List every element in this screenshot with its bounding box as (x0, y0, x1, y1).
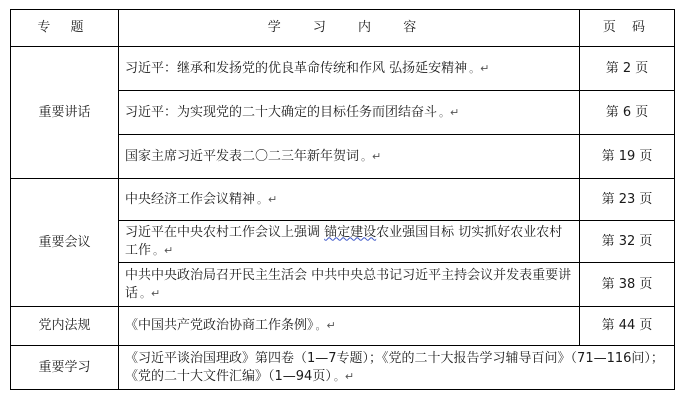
row-page: 第 32 页 (580, 221, 675, 263)
table-row: 习近平：为实现党的二十大确定的目标任务而团结奋斗 。↵ 第 6 页 (11, 91, 675, 135)
row-page: 第 38 页 (580, 263, 675, 307)
table-row: 重要学习 《习近平谈治国理政》第四卷（1—7专题）；《党的二十大报告学习辅导百问》（71—116问）；《党的二十大文件汇编》（1—94页） 。↵ (11, 346, 675, 390)
row-content-a: 习近平在中央农村工作会议上强调 (125, 224, 325, 240)
row-content: 习近平：继承和发扬党的优良革命传统和作风 弘扬延安精神 (125, 60, 468, 76)
row-content: 《中国共产党政治协商工作条例》 (125, 318, 314, 333)
header-page: 页 码 (580, 10, 675, 47)
category-meetings: 重要会议 (11, 179, 119, 307)
contents-table (10, 9, 675, 390)
row-page: 第 2 页 (580, 47, 675, 91)
category-study: 重要学习 (11, 346, 119, 390)
header-row (11, 10, 675, 47)
table-row: 党内法规 《中国共产党政治协商工作条例》 。↵ 第 44 页 (11, 307, 675, 346)
row-content: 习近平：为实现党的二十大确定的目标任务而团结奋斗 (125, 104, 438, 120)
table-row: 中共中央政治局召开民主生活会 中共中央总书记习近平主持会议并发表重要讲话 。↵ 第 38 页 (11, 263, 675, 307)
table-row: 重要会议 中央经济工作会议精神 。↵ 第 23 页 (11, 179, 675, 221)
table-row: 习近平在中央农村工作会议上强调 锚定建设农业强国目标 切实抓好农业农村工作 。↵ 第 32 页 (11, 221, 675, 263)
table-row: 国家主席习近平发表二〇二三年新年贺词 。↵ 第 19 页 (11, 135, 675, 179)
header-topic: 专 题 (11, 10, 119, 47)
row-content: 《习近平谈治国理政》第四卷（1—7专题）；《党的二十大报告学习辅导百问》（71—116问）；《党的二十大文件汇编》（1—94页） (125, 350, 664, 384)
header-content: 学 习 内 容 (119, 10, 580, 47)
row-content: 中央经济工作会议精神 (125, 191, 256, 207)
row-content-squiggle: 锚定建设 (324, 224, 377, 240)
row-page: 第 44 页 (580, 307, 675, 346)
row-content: 国家主席习近平发表二〇二三年新年贺词 (125, 148, 360, 164)
row-content: 中共中央政治局召开民主生活会 中共中央总书记习近平主持会议并发表重要讲话 (125, 267, 572, 301)
category-regulations: 党内法规 (11, 307, 119, 346)
row-page: 第 23 页 (580, 179, 675, 221)
table-row: 重要讲话 习近平：继承和发扬党的优良革命传统和作风 弘扬延安精神 。↵ 第 2 页 (11, 47, 675, 91)
row-page: 第 19 页 (580, 135, 675, 179)
category-speeches: 重要讲话 (11, 47, 119, 179)
row-page: 第 6 页 (580, 91, 675, 135)
row-content-b: 农业强国目标 切实抓好农业农村工作 (125, 224, 563, 258)
